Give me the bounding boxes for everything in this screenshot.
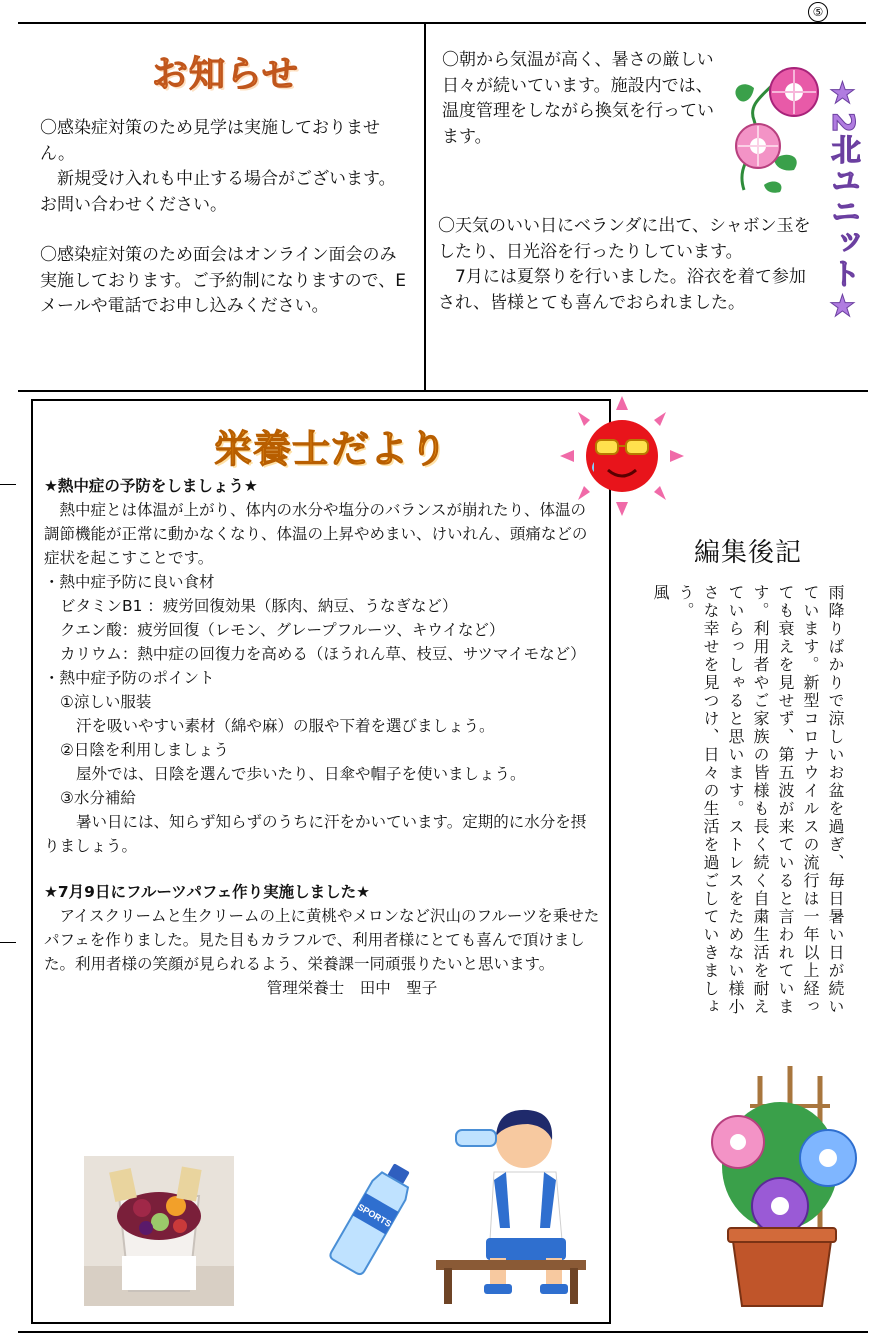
boy-drinking-illustration — [436, 1100, 586, 1312]
henshu-title: 編集後記 — [694, 538, 803, 568]
page-number: ⑤ — [808, 2, 828, 22]
point-2-text: 屋外では、日陰を選んで歩いたり、日傘や帽子を使いましょう。 — [76, 765, 526, 783]
top-column-divider — [424, 22, 426, 390]
unit-para-1: 〇朝から気温が高く、暑さの厳しい日々が続いています。施設内では、温度管理をしながら換気を行っています。 — [442, 50, 714, 147]
parfait-photo — [84, 1156, 234, 1306]
margin-tick-2 — [0, 942, 16, 943]
oshirase-para-2: 新規受け入れも中止する場合がございます。お問い合わせください。 — [40, 169, 396, 215]
heatstroke-intro: 熱中症とは体温が上がり、体内の水分や塩分のバランスが崩れたり、体温の調節機能が正常に動かなくなり、体温の上昇やめまい、けいれん、頭痛などの症状を起こすことです。 — [44, 501, 588, 567]
bottle-label: SPORTS — [355, 1201, 394, 1229]
heatstroke-heading: ★熱中症の予防をしましょう★ — [44, 477, 258, 495]
bottom-rule — [18, 1331, 868, 1333]
unit-para-2: 〇天気のいい日にベランダに出て、シャボン玉をしたり、日光浴を行ったりしています。 — [438, 216, 811, 262]
oshirase-body — [40, 116, 408, 320]
sports-bottle-illustration — [328, 1158, 418, 1278]
unit-body-2 — [438, 214, 820, 316]
food-item-3: カリウム：熱中症の回復力を高める（ほうれん草、枝豆、サツマイモなど） — [60, 645, 586, 663]
food-item-2: クエン酸：疲労回復（レモン、グレープフルーツ、キウイなど） — [60, 621, 505, 639]
henshu-text: 雨降りばかりで涼しいお盆を過ぎ、毎日暑い日が続いています。新型コロナウイルスの流行は一年以上経っても衰えを見せず、第五波が来ていると言われています。利用者やご家族の皆様も長く続く自粛生活を耐えていらっしゃると思います。ストレスをためない様小さな幸せを見つけ、日々の生活を過ごしていきましょう。 — [676, 584, 845, 1016]
morning-glory-illustration — [724, 60, 824, 200]
parfait-text: アイスクリームと生クリームの上に黄桃やメロンなど沢山のフルーツを乗せたパフェを作りました。見た目もカラフルで、利用者様にとても喜んで頂けました。利用者様の笑顔が見られるよう、栄養課一同頑張りたいと思います。 — [44, 907, 600, 973]
middle-rule — [18, 390, 868, 392]
unit-body-1 — [442, 48, 728, 150]
top-rule — [18, 22, 866, 24]
margin-tick-1 — [0, 484, 16, 485]
point-1-title: ①涼しい服装 — [60, 693, 152, 711]
point-3-title: ③水分補給 — [60, 789, 136, 807]
oshirase-para-3: 〇感染症対策のため面会はオンライン面会のみ実施しております。ご予約制になりますので、Eメールや電話でお申し込みください。 — [40, 245, 407, 316]
foods-heading: ・熱中症予防に良い食材 — [44, 573, 215, 591]
oshirase-para-1: 〇感染症対策のため見学は実施しておりません。 — [40, 118, 380, 164]
point-3-text: 暑い日には、知らず知らずのうちに汗をかいています。定期的に水分を摂りましょう。 — [44, 813, 587, 855]
unit-para-3: 7月には夏祭りを行いました。浴衣を着て参加され、皆様とても喜んでおられました。 — [438, 267, 806, 313]
oshirase-title: お知らせ — [152, 54, 299, 95]
henshu-last: 風 — [651, 584, 670, 602]
parfait-heading: ★7月9日にフルーツパフェ作り実施しました★ — [44, 883, 371, 901]
point-2-title: ②日陰を利用しましょう — [60, 741, 229, 759]
eiyoshi-body — [44, 474, 600, 1000]
signature: 管理栄養士 田中 聖子 — [266, 979, 438, 997]
henshu-body — [634, 584, 848, 1024]
points-heading: ・熱中症予防のポイント — [44, 669, 215, 687]
food-item-1: ビタミンB1 ：疲労回復効果（豚肉、納豆、うなぎなど） — [60, 597, 458, 615]
point-1-text: 汗を吸いやすい素材（綿や麻）の服や下着を選びましょう。 — [76, 717, 495, 735]
eiyoshi-title: 栄養士だより — [214, 427, 449, 471]
potted-morning-glory-illustration — [700, 1066, 866, 1310]
unit-vertical-title: ★2北ユニット★ — [825, 76, 860, 325]
